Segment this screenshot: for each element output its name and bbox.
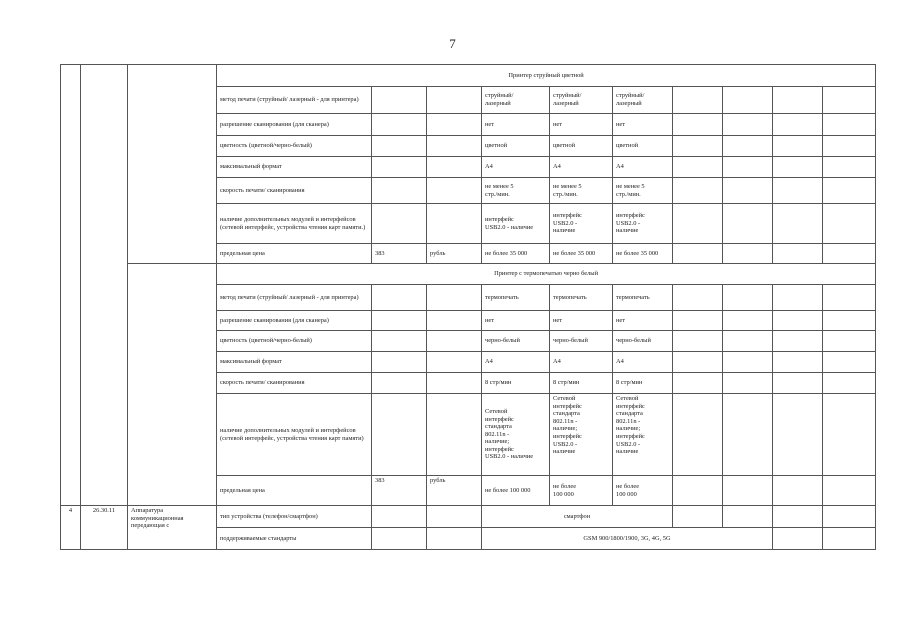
value-3: термопечать [613,285,673,311]
cell-unit-name [427,114,482,136]
cell-unit-code [372,373,427,394]
value-3: струйный/ лазерный [613,87,673,114]
table-row [61,65,876,87]
item-title: Аппаратура коммуникационная передающая с [128,506,217,550]
param-name: скорость печати/ сканирования [217,178,372,204]
table-row [61,264,876,285]
cell-empty [723,87,773,114]
specification-table [60,64,876,550]
cell-unit-code [372,394,427,476]
cell-empty [723,331,773,352]
cell-empty [723,136,773,157]
cell-unit-name [427,285,482,311]
value-3: нет [613,311,673,331]
value-3: 8 стр/мин [613,373,673,394]
cell-empty [673,331,723,352]
value-1: А4 [482,352,550,373]
value-2: струйный/ лазерный [550,87,613,114]
param-name: цветность (цветной/черно-белый) [217,136,372,157]
cell-unit-name [427,204,482,244]
cell-empty [823,373,876,394]
value-3: черно-белый [613,331,673,352]
cell-empty [673,244,723,264]
cell-empty [723,204,773,244]
page-number: 7 [449,36,456,51]
cell-unit-name [427,311,482,331]
cell-empty [823,506,876,528]
cell-empty [823,528,876,550]
cell-title-empty [128,264,217,506]
value-1: А4 [482,157,550,178]
cell-empty [823,311,876,331]
param-name: разрешение сканирования (для сканера) [217,311,372,331]
value-3: А4 [613,352,673,373]
cell-number-empty [61,65,81,506]
cell-empty [823,394,876,476]
cell-empty [773,373,823,394]
cell-empty [773,136,823,157]
value-3: А4 [613,157,673,178]
cell-empty [823,178,876,204]
value-3: не более 35 000 [613,244,673,264]
cell-empty [823,331,876,352]
cell-empty [673,204,723,244]
cell-unit-code [372,528,427,550]
value-1: не менее 5 стр./мин. [482,178,550,204]
value-1: нет [482,311,550,331]
cell-empty [773,352,823,373]
param-name: цветность (цветной/черно-белый) [217,331,372,352]
param-name: тип устройства (телефон/смартфон) [217,506,372,528]
value-1: термопечать [482,285,550,311]
cell-unit-name [427,352,482,373]
cell-empty [723,157,773,178]
param-name: наличие дополнительных модулей и интерфейсов (сетевой интерфейс, устройства чтения карт памяти.) [217,204,372,244]
cell-empty [773,114,823,136]
cell-okpd-empty [81,65,128,506]
cell-empty [723,352,773,373]
cell-unit-code [372,204,427,244]
cell-empty [773,506,823,528]
cell-empty [823,114,876,136]
value-2: Сетевой интерфейс стандарта 802.11n - наличие; интерфейс USB2.0 - наличие [550,394,613,476]
cell-unit-code [372,506,427,528]
cell-unit-code [372,331,427,352]
cell-empty [673,114,723,136]
param-name: предельная цена [217,244,372,264]
cell-empty [673,87,723,114]
value-1: интерфейс USB2.0 - наличие [482,204,550,244]
value-1: не более 100 000 [482,476,550,506]
cell-unit-code [372,157,427,178]
cell-empty [823,204,876,244]
unit-code: 383 [372,244,427,264]
value-2: цветной [550,136,613,157]
cell-unit-name [427,331,482,352]
cell-empty [823,244,876,264]
cell-unit-name [427,87,482,114]
cell-empty [673,394,723,476]
cell-unit-name [427,528,482,550]
value-2: не более 35 000 [550,244,613,264]
cell-empty [723,285,773,311]
value-2: интерфейс USB2.0 - наличие [550,204,613,244]
cell-empty [773,528,823,550]
cell-unit-name [427,157,482,178]
cell-unit-code [372,352,427,373]
value-2: нет [550,311,613,331]
section-header-inkjet: Принтер струйный цветной [217,65,876,87]
cell-empty [823,352,876,373]
cell-empty [673,285,723,311]
value-2: не более 100 000 [550,476,613,506]
cell-unit-code [372,114,427,136]
value-2: термопечать [550,285,613,311]
value-2: А4 [550,352,613,373]
cell-empty [673,311,723,331]
cell-empty [673,136,723,157]
value-1: 8 стр/мин [482,373,550,394]
value-2: черно-белый [550,331,613,352]
cell-empty [823,136,876,157]
value-2: нет [550,114,613,136]
merged-value: GSM 900/1800/1900, 3G, 4G, 5G [482,528,773,550]
cell-empty [773,331,823,352]
value-3: не более 100 000 [613,476,673,506]
cell-unit-code [372,178,427,204]
cell-empty [823,476,876,506]
merged-value: смартфон [482,506,673,528]
cell-unit-code [372,311,427,331]
cell-empty [673,178,723,204]
value-2: А4 [550,157,613,178]
value-3: интерфейс USB2.0 - наличие [613,204,673,244]
cell-empty [723,394,773,476]
cell-unit-code [372,285,427,311]
cell-empty [773,157,823,178]
cell-empty [673,373,723,394]
cell-empty [773,178,823,204]
cell-unit-name [427,506,482,528]
cell-empty [723,311,773,331]
value-1: нет [482,114,550,136]
item-number: 4 [61,506,81,550]
cell-empty [723,476,773,506]
table-row [61,506,876,528]
unit-name: рубль [427,244,482,264]
param-name: максимальный формат [217,157,372,178]
cell-empty [773,244,823,264]
cell-empty [723,506,773,528]
value-1: не более 35 000 [482,244,550,264]
cell-unit-name [427,178,482,204]
cell-empty [673,352,723,373]
cell-empty [773,87,823,114]
cell-empty [723,178,773,204]
cell-empty [773,285,823,311]
cell-empty [823,87,876,114]
unit-name: рубль [427,476,482,506]
value-3: не менее 5 стр./мин. [613,178,673,204]
cell-empty [823,157,876,178]
param-name: наличие дополнительных модулей и интерфейсов (сетевой интерфейс, устройства чтения карт памяти) [217,394,372,476]
unit-code: 383 [372,476,427,506]
param-name: разрешение сканирования (для сканера) [217,114,372,136]
value-2: 8 стр/мин [550,373,613,394]
value-1: струйный/ лазерный [482,87,550,114]
cell-unit-code [372,136,427,157]
cell-empty [773,476,823,506]
cell-empty [823,285,876,311]
param-name: метод печати (струйный/ лазерный - для принтера) [217,87,372,114]
cell-unit-name [427,136,482,157]
cell-empty [673,506,723,528]
param-name: поддерживаемые стандарты [217,528,372,550]
value-3: цветной [613,136,673,157]
value-2: не менее 5 стр./мин. [550,178,613,204]
item-okpd-code: 26.30.11 [81,506,128,550]
value-1: черно-белый [482,331,550,352]
cell-empty [773,311,823,331]
cell-empty [723,244,773,264]
param-name: максимальный формат [217,352,372,373]
section-header-thermal: Принтер с термопечатью черно белый [217,264,876,285]
cell-unit-name [427,373,482,394]
value-3: нет [613,114,673,136]
cell-empty [773,394,823,476]
cell-unit-name [427,394,482,476]
cell-unit-code [372,87,427,114]
cell-empty [773,204,823,244]
param-name: скорость печати/ сканирования [217,373,372,394]
cell-empty [673,476,723,506]
cell-empty [673,157,723,178]
value-1: Сетевой интерфейс стандарта 802.11n - наличие; интерфейс USB2.0 - наличие [482,394,550,476]
cell-title-empty [128,65,217,264]
param-name: метод печати (струйный/ лазерный - для принтера) [217,285,372,311]
value-1: цветной [482,136,550,157]
param-name: предельная цена [217,476,372,506]
cell-empty [723,114,773,136]
cell-empty [723,373,773,394]
value-3: Сетевой интерфейс стандарта 802.11n - наличие; интерфейс USB2.0 - наличие [613,394,673,476]
